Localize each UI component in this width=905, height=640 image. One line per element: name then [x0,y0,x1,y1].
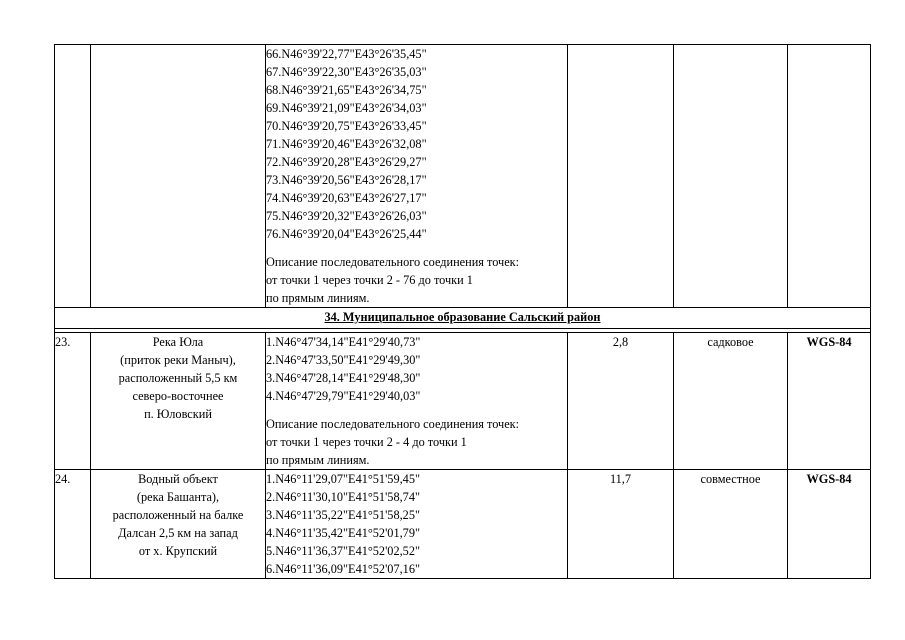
coordinate-point: 1.N46°11'29,07"E41°51'59,45" [266,472,420,486]
coordinates-cell [266,333,568,470]
coordinate-point: 2.N46°47'33,50"E41°29'49,30" [266,353,421,367]
usage-type: совместное [674,470,788,579]
object-description-line: п. Юловский [144,407,212,421]
object-description-line: расположенный 5,5 км [118,371,238,385]
coordinate-point: 75.N46°39'20,32"E43°26'26,03" [266,209,427,223]
connection-description: по прямым линиям. [266,453,370,467]
coordinates-cell [266,470,568,579]
connection-description: Описание последовательного соединения точек: [266,417,520,431]
object-description-cell [91,333,266,470]
table-row [55,45,871,308]
object-description-line: Далсан 2,5 км на запад [118,526,238,540]
coordinate-point: 4.N46°47'29,79"E41°29'40,03" [266,389,421,403]
coordinate-point: 73.N46°39'20,56"E43°26'28,17" [266,173,427,187]
object-description-cell [91,470,266,579]
object-description-line: (река Башанта), [136,490,220,504]
coordinate-point: 3.N46°11'35,22"E41°51'58,25" [266,508,420,522]
coordinate-point: 71.N46°39'20,46"E43°26'32,08" [266,137,427,151]
coordinate-point: 66.N46°39'22,77"E43°26'35,45" [266,47,427,61]
area-value: 11,7 [568,470,674,579]
spacer [266,243,567,253]
section-row [55,308,871,329]
coordinate-system: WGS-84 [788,333,871,470]
spacer [266,405,567,415]
area-cell [568,45,674,308]
table-row [55,333,871,470]
row-number-cell [55,45,91,308]
coordinate-point: 72.N46°39'20,28"E43°26'29,27" [266,155,427,169]
coordinate-point: 4.N46°11'35,42"E41°52'01,79" [266,526,420,540]
row-number: 23. [55,333,91,470]
table-row [55,470,871,579]
coordinate-point: 67.N46°39'22,30"E43°26'35,03" [266,65,427,79]
object-description-cell [91,45,266,308]
object-description-line: (приток реки Маныч), [120,353,236,367]
coordinate-point: 69.N46°39'21,09"E43°26'34,03" [266,101,427,115]
object-description-line: северо-восточнее [132,389,224,403]
coordinate-point: 6.N46°11'36,09"E41°52'07,16" [266,562,420,576]
area-value: 2,8 [568,333,674,470]
coordinate-point: 76.N46°39'20,04"E43°26'25,44" [266,227,427,241]
connection-description: по прямым линиям. [266,291,370,305]
coordinate-system-cell [788,45,871,308]
row-number: 24. [55,470,91,579]
coordinate-point: 5.N46°11'36,37"E41°52'02,52" [266,544,420,558]
usage-type: садковое [674,333,788,470]
registry-table [54,44,871,579]
coordinate-point: 70.N46°39'20,75"E43°26'33,45" [266,119,427,133]
section-title: 34. Муниципальное образование Сальский район [55,308,871,329]
coordinate-point: 3.N46°47'28,14"E41°29'48,30" [266,371,421,385]
object-description-line: от х. Крупский [138,544,218,558]
coordinate-point: 68.N46°39'21,65"E43°26'34,75" [266,83,427,97]
connection-description: от точки 1 через точки 2 - 76 до точки 1 [266,273,473,287]
coordinate-point: 2.N46°11'30,10"E41°51'58,74" [266,490,420,504]
coordinate-point: 74.N46°39'20,63"E43°26'27,17" [266,191,427,205]
object-description-line: Река Юла [152,335,204,349]
coordinate-point: 1.N46°47'34,14"E41°29'40,73" [266,335,421,349]
coordinate-system: WGS-84 [788,470,871,579]
coordinates-cell [266,45,568,308]
type-cell [674,45,788,308]
object-description-line: Водный объект [138,472,218,486]
connection-description: Описание последовательного соединения точек: [266,255,520,269]
connection-description: от точки 1 через точки 2 - 4 до точки 1 [266,435,467,449]
object-description-line: расположенный на балке [112,508,244,522]
